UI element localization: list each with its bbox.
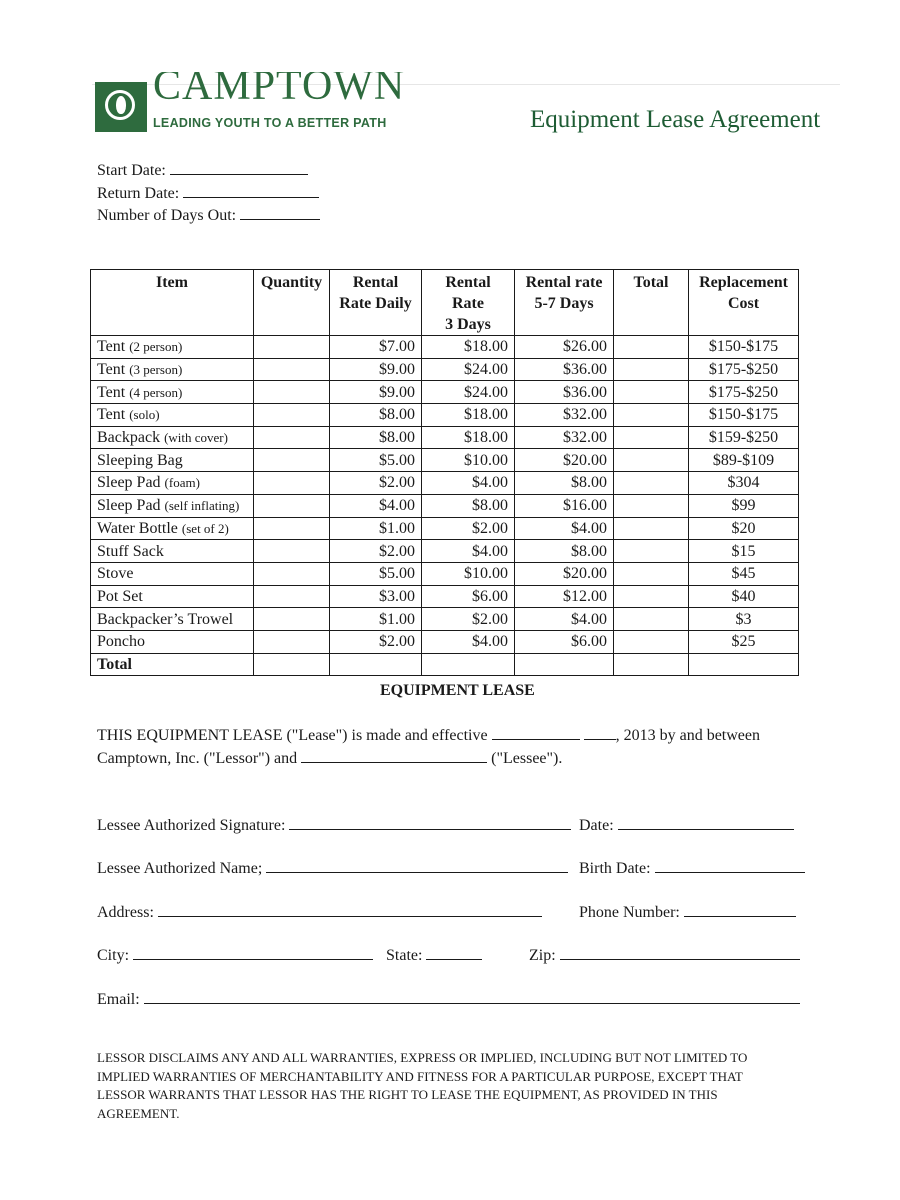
item-name: Tent	[97, 338, 126, 356]
total-cell[interactable]	[614, 472, 689, 495]
email-field[interactable]	[144, 989, 800, 1004]
rate-5-7-days-cell: $32.00	[515, 404, 614, 427]
total-5-7-days-cell[interactable]	[515, 653, 614, 676]
authorized-signature-row	[97, 815, 571, 835]
replacement-cost-cell: $159-$250	[689, 426, 799, 449]
item-name: Sleeping Bag	[97, 451, 183, 469]
zip-row	[529, 945, 800, 965]
item-cell	[91, 381, 254, 404]
total-replacement-cell[interactable]	[689, 653, 799, 676]
lease-line-2-end: ("Lessee").	[491, 750, 563, 767]
col-header-quantity: Quantity	[254, 270, 330, 336]
rate-daily-cell: $2.00	[330, 630, 422, 653]
item-name: Poncho	[97, 633, 145, 651]
rate-3-days-cell: $18.00	[422, 404, 515, 427]
address-field[interactable]	[158, 902, 542, 917]
item-name: Sleep Pad	[97, 474, 161, 492]
item-name: Tent	[97, 406, 126, 424]
lease-heading: EQUIPMENT LEASE	[380, 682, 535, 699]
rate-daily-cell: $5.00	[330, 562, 422, 585]
rate-5-7-days-cell: $16.00	[515, 494, 614, 517]
rate-3-days-cell: $2.00	[422, 517, 515, 540]
table-row	[91, 562, 799, 585]
rate-3-days-cell: $4.00	[422, 472, 515, 495]
item-cell	[91, 562, 254, 585]
replacement-cost-cell: $150-$175	[689, 336, 799, 359]
table-row	[91, 608, 799, 631]
lessee-name-field[interactable]	[301, 748, 487, 763]
quantity-cell[interactable]	[254, 336, 330, 359]
authorized-name-field[interactable]	[266, 858, 568, 873]
item-name: Backpack	[97, 429, 161, 447]
zip-field[interactable]	[560, 945, 800, 960]
authorized-signature-field[interactable]	[289, 815, 571, 830]
total-quantity-cell[interactable]	[254, 653, 330, 676]
rate-5-7-days-cell: $20.00	[515, 449, 614, 472]
rate-daily-cell: $8.00	[330, 426, 422, 449]
item-name: Sleep Pad	[97, 497, 161, 515]
birth-date-label: Birth Date:	[579, 860, 651, 877]
rate-5-7-days-cell: $4.00	[515, 608, 614, 631]
replacement-cost-cell: $304	[689, 472, 799, 495]
start-date-row	[97, 160, 320, 183]
item-cell	[91, 494, 254, 517]
rate-5-7-days-cell: $36.00	[515, 358, 614, 381]
return-date-label: Return Date:	[97, 184, 180, 202]
rate-5-7-days-cell: $32.00	[515, 426, 614, 449]
quantity-cell[interactable]	[254, 608, 330, 631]
item-note: (solo)	[129, 407, 160, 423]
total-cell[interactable]	[614, 585, 689, 608]
quantity-cell[interactable]	[254, 630, 330, 653]
col-header-replacement-cost: Replacement Cost	[689, 270, 799, 336]
lease-line-2-start: Camptown, Inc. ("Lessor") and	[97, 750, 298, 767]
start-date-field[interactable]	[170, 160, 308, 175]
total-cell[interactable]	[614, 426, 689, 449]
item-cell	[91, 585, 254, 608]
rate-3-days-cell: $18.00	[422, 336, 515, 359]
table-header-row	[91, 270, 799, 336]
quantity-cell[interactable]	[254, 585, 330, 608]
rate-3-days-cell: $8.00	[422, 494, 515, 517]
zip-label: Zip:	[529, 947, 556, 964]
lease-line-1	[97, 724, 760, 747]
quantity-cell[interactable]	[254, 494, 330, 517]
quantity-cell[interactable]	[254, 562, 330, 585]
lease-intro-paragraph	[97, 724, 760, 770]
rate-5-7-days-cell: $12.00	[515, 585, 614, 608]
rate-daily-cell: $3.00	[330, 585, 422, 608]
total-cell[interactable]	[614, 404, 689, 427]
city-label: City:	[97, 947, 130, 964]
replacement-cost-cell: $45	[689, 562, 799, 585]
days-out-label: Number of Days Out:	[97, 207, 237, 224]
table-row	[91, 540, 799, 563]
table-row	[91, 336, 799, 359]
address-label: Address:	[97, 904, 154, 921]
rate-3-days-cell: $10.00	[422, 562, 515, 585]
email-row	[97, 989, 800, 1009]
rate-3-days-cell: $2.00	[422, 608, 515, 631]
city-field[interactable]	[133, 945, 373, 960]
table-row	[91, 404, 799, 427]
signature-date-field[interactable]	[618, 815, 794, 830]
rate-daily-cell: $4.00	[330, 494, 422, 517]
total-row-label: Total	[91, 653, 254, 676]
rate-5-7-days-cell: $36.00	[515, 381, 614, 404]
total-daily-cell[interactable]	[330, 653, 422, 676]
state-label: State:	[386, 947, 423, 964]
item-note: (foam)	[164, 475, 200, 491]
rate-5-7-days-cell: $20.00	[515, 562, 614, 585]
col-header-item: Item	[91, 270, 254, 336]
total-cell[interactable]	[614, 630, 689, 653]
item-cell	[91, 630, 254, 653]
total-cell[interactable]	[614, 449, 689, 472]
total-cell[interactable]	[614, 358, 689, 381]
total-cell[interactable]	[614, 562, 689, 585]
grand-total-cell[interactable]	[614, 653, 689, 676]
total-cell[interactable]	[614, 381, 689, 404]
replacement-cost-cell: $99	[689, 494, 799, 517]
camptown-logo	[95, 72, 405, 134]
table-row	[91, 358, 799, 381]
item-name: Water Bottle	[97, 519, 178, 537]
phone-row	[579, 902, 796, 922]
rate-3-days-cell: $18.00	[422, 426, 515, 449]
effective-day-field[interactable]	[584, 725, 616, 740]
item-cell	[91, 404, 254, 427]
birth-date-row	[579, 858, 805, 878]
rate-daily-cell: $7.00	[330, 336, 422, 359]
item-name: Pot Set	[97, 587, 143, 605]
replacement-cost-cell: $20	[689, 517, 799, 540]
replacement-cost-cell: $25	[689, 630, 799, 653]
phone-field[interactable]	[684, 902, 796, 917]
rate-daily-cell: $9.00	[330, 358, 422, 381]
rate-3-days-cell: $4.00	[422, 630, 515, 653]
quantity-cell[interactable]	[254, 381, 330, 404]
rate-daily-cell: $2.00	[330, 540, 422, 563]
replacement-cost-cell: $40	[689, 585, 799, 608]
total-3-days-cell[interactable]	[422, 653, 515, 676]
replacement-cost-cell: $15	[689, 540, 799, 563]
replacement-cost-cell: $175-$250	[689, 381, 799, 404]
table-total-row	[91, 653, 799, 676]
table-row	[91, 472, 799, 495]
rate-daily-cell: $8.00	[330, 404, 422, 427]
birth-date-field[interactable]	[655, 858, 805, 873]
table-row	[91, 449, 799, 472]
date-fields	[97, 160, 320, 228]
table-row	[91, 517, 799, 540]
replacement-cost-cell: $89-$109	[689, 449, 799, 472]
replacement-cost-cell: $175-$250	[689, 358, 799, 381]
col-header-rate-3-days: Rental Rate 3 Days	[422, 270, 515, 336]
table-row	[91, 494, 799, 517]
total-cell[interactable]	[614, 540, 689, 563]
quantity-cell[interactable]	[254, 472, 330, 495]
item-cell	[91, 336, 254, 359]
logo-tagline: LEADING YOUTH TO A BETTER PATH	[153, 116, 387, 130]
address-row	[97, 902, 542, 922]
item-cell	[91, 540, 254, 563]
rate-daily-cell: $1.00	[330, 608, 422, 631]
rate-3-days-cell: $4.00	[422, 540, 515, 563]
quantity-cell[interactable]	[254, 449, 330, 472]
rate-daily-cell: $5.00	[330, 449, 422, 472]
item-note: (set of 2)	[181, 520, 229, 536]
rate-daily-cell: $1.00	[330, 517, 422, 540]
rate-5-7-days-cell: $4.00	[515, 517, 614, 540]
item-cell	[91, 449, 254, 472]
effective-date-field[interactable]	[492, 725, 580, 740]
rate-3-days-cell: $24.00	[422, 381, 515, 404]
total-cell[interactable]	[614, 608, 689, 631]
item-cell	[91, 517, 254, 540]
quantity-cell[interactable]	[254, 517, 330, 540]
item-name: Tent	[97, 361, 126, 379]
table-row	[91, 585, 799, 608]
lease-line-2	[97, 747, 760, 770]
days-out-row	[97, 205, 320, 228]
city-row	[97, 945, 373, 965]
quantity-cell[interactable]	[254, 426, 330, 449]
item-note: (2 person)	[129, 339, 183, 355]
state-row	[386, 945, 482, 965]
days-out-field[interactable]	[240, 205, 320, 220]
item-name: Tent	[97, 383, 126, 401]
item-cell	[91, 608, 254, 631]
email-label: Email:	[97, 991, 140, 1008]
item-note: (3 person)	[129, 362, 183, 378]
replacement-cost-cell: $3	[689, 608, 799, 631]
authorized-name-row	[97, 858, 568, 878]
item-cell	[91, 426, 254, 449]
rate-3-days-cell: $24.00	[422, 358, 515, 381]
rate-3-days-cell: $6.00	[422, 585, 515, 608]
signature-date-row	[579, 815, 794, 835]
total-cell[interactable]	[614, 517, 689, 540]
logo-name: CAMPTOWN	[153, 72, 405, 109]
col-header-rate-daily: Rental Rate Daily	[330, 270, 422, 336]
rate-5-7-days-cell: $6.00	[515, 630, 614, 653]
rate-5-7-days-cell: $8.00	[515, 472, 614, 495]
equipment-rate-table	[90, 269, 799, 676]
return-date-row	[97, 183, 320, 206]
signature-date-label: Date:	[579, 817, 614, 834]
document-title: Equipment Lease Agreement	[530, 106, 821, 133]
item-name: Stuff Sack	[97, 542, 164, 560]
item-note: (with cover)	[164, 430, 228, 446]
rate-daily-cell: $2.00	[330, 472, 422, 495]
table-row	[91, 381, 799, 404]
state-field[interactable]	[426, 945, 482, 960]
item-cell	[91, 358, 254, 381]
start-date-label: Start Date:	[97, 162, 166, 179]
phone-label: Phone Number:	[579, 904, 680, 921]
rate-5-7-days-cell: $8.00	[515, 540, 614, 563]
col-header-rate-5-7-days: Rental rate 5-7 Days	[515, 270, 614, 336]
item-cell	[91, 472, 254, 495]
authorized-signature-label: Lessee Authorized Signature:	[97, 817, 286, 834]
replacement-cost-cell: $150-$175	[689, 404, 799, 427]
rate-daily-cell: $9.00	[330, 381, 422, 404]
item-name: Stove	[97, 565, 134, 583]
rate-5-7-days-cell: $26.00	[515, 336, 614, 359]
authorized-name-label: Lessee Authorized Name;	[97, 860, 263, 877]
total-cell[interactable]	[614, 336, 689, 359]
lease-line-1-start: THIS EQUIPMENT LEASE ("Lease") is made and effective	[97, 727, 488, 744]
total-cell[interactable]	[614, 494, 689, 517]
table-row	[91, 426, 799, 449]
quantity-cell[interactable]	[254, 358, 330, 381]
item-name: Backpacker’s Trowel	[97, 610, 234, 628]
col-header-total: Total	[614, 270, 689, 336]
lease-line-1-end: , 2013 by and between	[615, 727, 760, 744]
table-row	[91, 630, 799, 653]
item-note: (4 person)	[129, 384, 183, 400]
return-date-field[interactable]	[183, 183, 319, 198]
warranty-disclaimer: LESSOR DISCLAIMS ANY AND ALL WARRANTIES, EXPRESS OR IMPLIED, INCLUDING BUT NOT LIMITED TO IMPLIED WARRANTIES OF MERCHANTABILITY AND FITNESS FOR A PARTICULAR PURPOSE, EXCEPT THAT LESSOR WARRANTS THAT LESSOR HAS THE RIGHT TO LEASE THE EQUIPMENT, AS PROVIDED IN THIS AGREEMENT.	[97, 1050, 748, 1121]
item-note: (self inflating)	[164, 498, 240, 514]
quantity-cell[interactable]	[254, 540, 330, 563]
quantity-cell[interactable]	[254, 404, 330, 427]
campfire-emblem-icon	[95, 82, 147, 132]
rate-3-days-cell: $10.00	[422, 449, 515, 472]
